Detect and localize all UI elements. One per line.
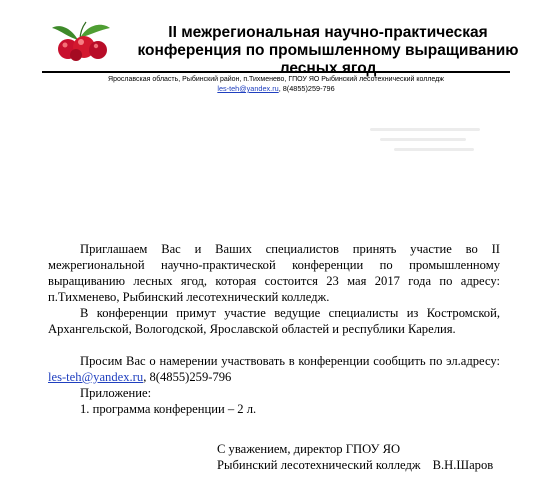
letter-email-link[interactable]: les-teh@yandex.ru [48, 370, 144, 384]
header-email-link[interactable]: les-teh@yandex.ru [217, 84, 279, 93]
request-paragraph: Просим Вас о намерении участвовать в конференции сообщить по эл.адресу: [80, 354, 500, 368]
request-contacts [48, 369, 500, 385]
signature-org: Рыбинский лесотехнический колледж [217, 458, 421, 472]
faded-recipient-block [370, 128, 480, 168]
letter-body [48, 241, 500, 417]
title-line: конференция по промышленному выращиванию [137, 42, 519, 59]
header-contacts [40, 84, 512, 93]
header-divider [42, 71, 510, 73]
attachment-label: Приложение: [80, 386, 152, 400]
title-line: II межрегиональная научно-практическая [168, 24, 488, 41]
header-phone: , 8(4855)259-796 [278, 84, 335, 93]
letter-phone: , 8(4855)259-796 [143, 370, 232, 384]
signature-block [217, 441, 537, 473]
signature-line-2 [217, 457, 537, 473]
cranberry-logo-icon [50, 20, 112, 62]
invitation-paragraph: Приглашаем Вас и Ваших специалистов принять участие во II межрегиональной научно-практической конференции по промышленному выращиванию лесных ягод, которая состоится 23 мая 2017 года по адресу: п.Тихменево, Рыбинский лесотехнический колледж. [48, 242, 500, 304]
conference-title [118, 24, 538, 78]
attachment-item: 1. программа конференции – 2 л. [80, 402, 257, 416]
header-address: Ярославская область, Рыбинский район, п.Тихменево, ГПОУ ЯО Рыбинский лесотехнический колледж [108, 76, 444, 83]
title-line: лесных ягод [279, 60, 377, 77]
signature-line: С уважением, директор ГПОУ ЯО [217, 442, 401, 456]
participants-paragraph: В конференции примут участие ведущие специалисты из Костромской, Архангельской, Вологодской, Ярославской областей и республики Карелия. [48, 306, 500, 336]
signature-name: В.Н.Шаров [432, 458, 494, 472]
